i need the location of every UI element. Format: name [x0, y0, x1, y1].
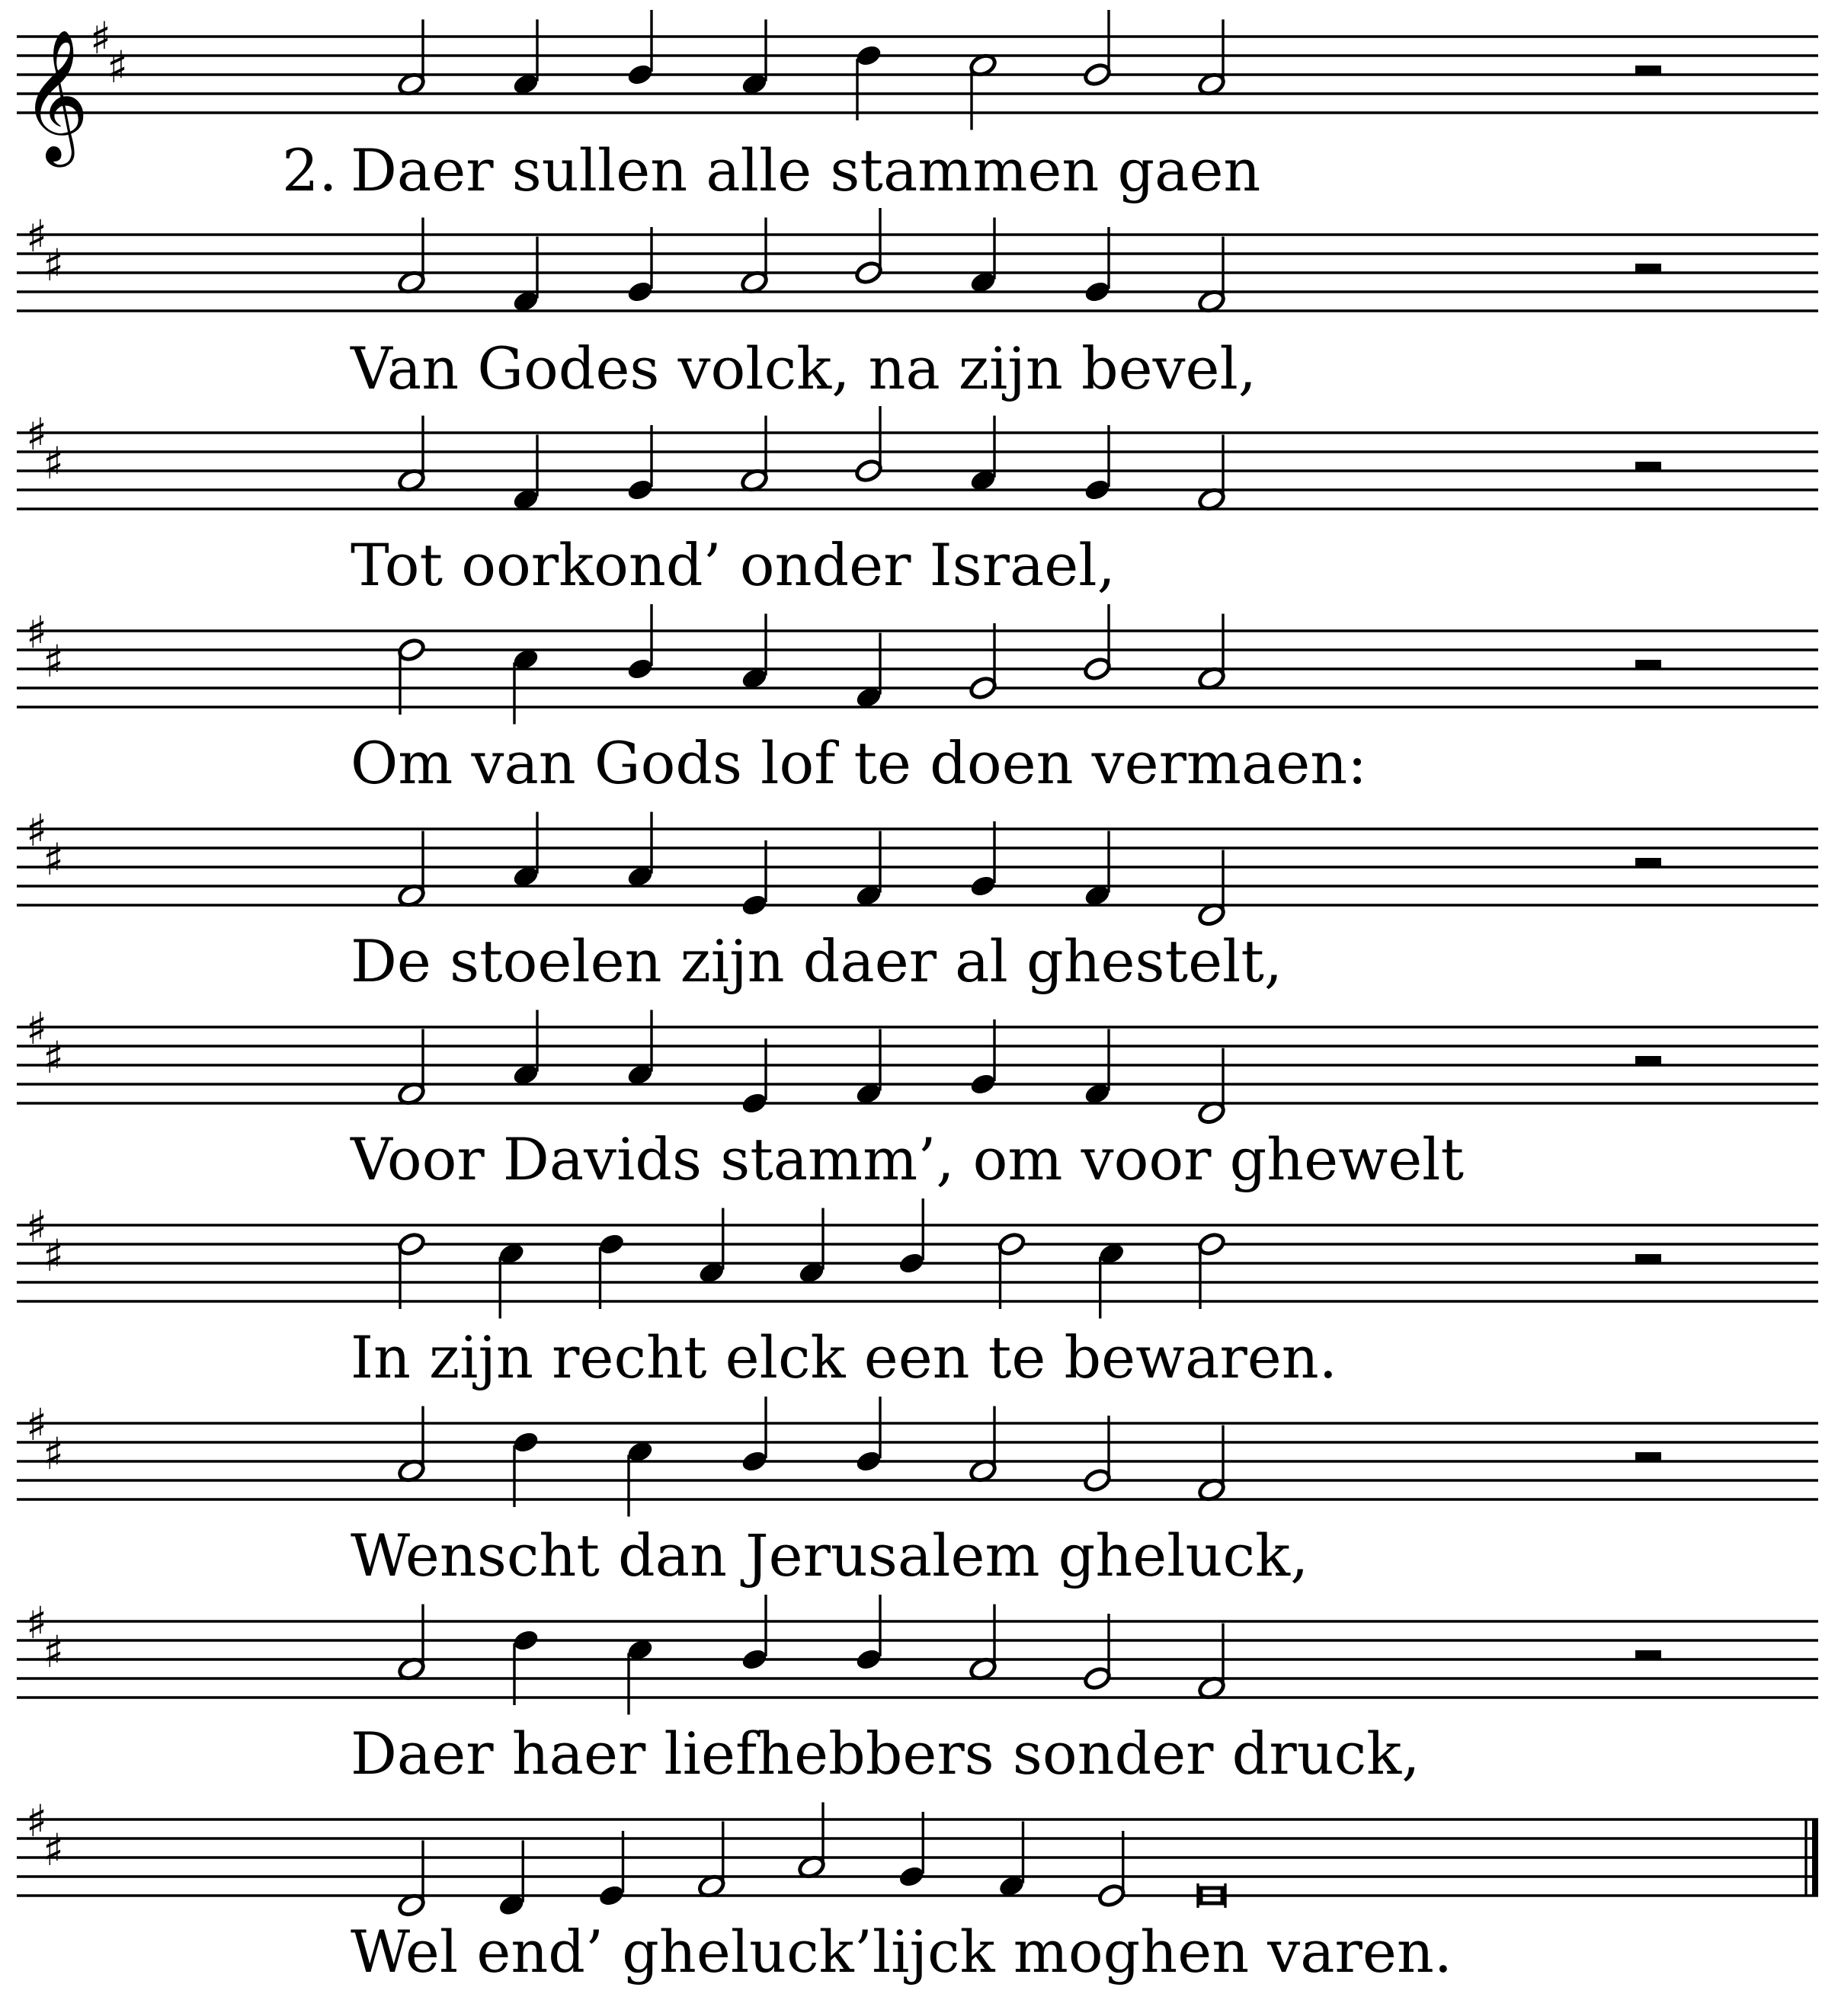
- sharp-icon: ♯: [43, 1230, 65, 1282]
- half-rest-icon: [1635, 858, 1661, 867]
- sharp-icon: ♯: [107, 41, 129, 93]
- half-rest-icon: [1635, 1650, 1661, 1659]
- staff-system: [17, 1597, 1818, 1698]
- sharp-icon: ♯: [26, 1003, 48, 1054]
- lyric-line-2: Van Godes volck, na zijn bevel,: [351, 334, 1257, 402]
- sharp-icon: ♯: [43, 635, 65, 687]
- half-rest-icon: [1635, 660, 1661, 669]
- lyric-line-3: Tot oorkond’ onder Israel,: [351, 531, 1116, 599]
- half-rest-icon: [1635, 1056, 1661, 1065]
- lyric-line-5: De stoelen zijn daer al ghestelt,: [351, 927, 1283, 995]
- staff-system: [17, 805, 1818, 905]
- sharp-icon: ♯: [26, 805, 48, 856]
- lyric-line-1: Daer sullen alle stammen gaen: [351, 136, 1261, 204]
- staff-system: [17, 1003, 1818, 1103]
- sharp-icon: ♯: [26, 210, 48, 262]
- sharp-icon: ♯: [43, 239, 65, 291]
- lyric-line-8: Wenscht dan Jerusalem gheluck,: [351, 1522, 1309, 1589]
- half-rest-icon: [1635, 462, 1661, 471]
- lyric-line-4: Om van Gods lof te doen vermaen:: [351, 729, 1367, 797]
- sharp-icon: ♯: [26, 1795, 48, 1847]
- sharp-icon: ♯: [26, 606, 48, 658]
- sharp-icon: ♯: [90, 12, 112, 64]
- sharp-icon: ♯: [43, 1626, 65, 1678]
- half-rest-icon: [1635, 1254, 1661, 1263]
- staff-system: [17, 606, 1818, 707]
- half-rest-icon: [1635, 66, 1661, 75]
- verse-number: 2.: [282, 136, 338, 204]
- final-barline: [1812, 1819, 1818, 1896]
- lyric-line-10: Wel end’ gheluck’lijck moghen varen.: [351, 1918, 1452, 1986]
- sharp-icon: ♯: [43, 437, 65, 489]
- sharp-icon: ♯: [26, 1399, 48, 1451]
- sharp-icon: ♯: [43, 834, 65, 885]
- half-rest-icon: [1635, 264, 1661, 273]
- staff-system: [17, 210, 1818, 311]
- sharp-icon: ♯: [43, 1428, 65, 1480]
- sharp-icon: ♯: [43, 1824, 65, 1876]
- staff-system: [17, 1399, 1818, 1499]
- lyric-line-6: Voor Davids stamm’, om voor ghewelt: [351, 1125, 1465, 1193]
- staff-system: [17, 1201, 1818, 1301]
- lyric-line-7: In zijn recht elck een te bewaren.: [351, 1323, 1337, 1391]
- half-rest-icon: [1635, 1452, 1661, 1461]
- lyric-line-9: Daer haer liefhebbers sonder druck,: [351, 1720, 1420, 1787]
- sharp-icon: ♯: [26, 1597, 48, 1649]
- sharp-icon: ♯: [43, 1032, 65, 1083]
- sharp-icon: ♯: [26, 408, 48, 460]
- sharp-icon: ♯: [26, 1201, 48, 1253]
- staff-system: [17, 408, 1818, 509]
- treble-clef-icon: 𝄞: [21, 29, 89, 162]
